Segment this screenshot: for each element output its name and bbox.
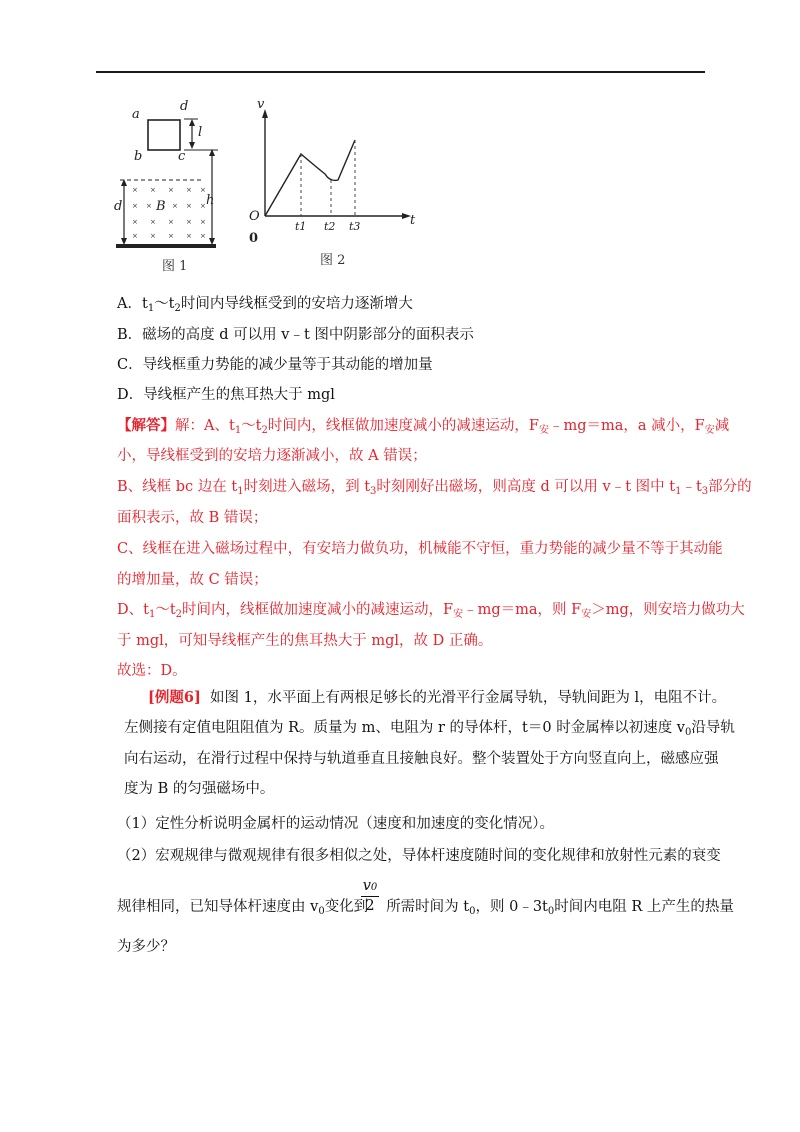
svg-text:×: × [200,218,206,226]
svg-text:×: × [150,186,156,194]
question-2-end: 为多少？ [117,939,175,955]
option-b: B．磁场的高度 d 可以用 v﹣t 图中阴影部分的面积表示 [117,327,474,343]
answer-choice: 故选：D。 [117,663,187,679]
svg-text:×: × [168,232,174,240]
answer-line-7: D、$t_1\sim t_2$时间内，线框做加速度减小的减速运动，$F_安﹣mg=ma$，则 $F_安>mg$，则安培力做功大 [117,602,745,620]
svg-text:×: × [132,232,138,240]
svg-text:×: × [186,186,192,194]
svg-text:×: × [168,186,174,194]
svg-text:×: × [200,232,206,240]
answer-line-4: 面积表示，故 B 错误； [117,510,268,526]
label-a: a [132,107,140,122]
svg-text:×: × [186,202,192,210]
answer-line-6: 的增加量，故 C 错误； [117,572,268,588]
svg-text:×: × [200,186,206,194]
origin-O: O [249,209,260,224]
question-2-cont: 规律相同，已知导体杆速度由 $v_0$变化到 所需时间为 $t_0$，则 $0﹣3t_0$时间内电阻 R 上产生的热量 [117,899,734,917]
svg-text:×: × [186,232,192,240]
tick-t3: t3 [349,220,361,233]
question-1: （1）定性分析说明金属杆的运动情况（速度和加速度的变化情况）。 [117,816,554,832]
answer-line-8: 于 mgl，可知导线框产生的焦耳热大于 mgl，故 D 正确。 [117,633,493,649]
example-line-1: [例题6] 如图 1，水平面上有两根足够长的光滑平行金属导轨，导轨间距为 l，电阻不计。 [148,689,727,706]
field-crosses [132,186,206,240]
svg-text:×: × [132,202,138,210]
axis-v: v [257,97,265,112]
label-h: h [206,193,215,208]
tick-t1: t1 [295,220,307,233]
square-frame [148,120,180,150]
svg-text:×: × [186,218,192,226]
svg-text:×: × [132,218,138,226]
answer-line-1: 【解答】解：A、$t_1\sim t_2$时间内，线框做加速度减小的减速运动，$F_安﹣mg=ma$，a 减小，$F_安$减 [117,417,730,436]
label-c: c [178,149,186,164]
example-line-3: 向右运动，在滑行过程中保持与轨道垂直且接触良好。整个装置处于方向竖直向上，磁感应强 [124,751,719,767]
svg-text:×: × [146,202,152,210]
axis-t: t [410,213,416,228]
svg-text:×: × [200,202,206,210]
svg-text:×: × [168,218,174,226]
physics-figures [112,96,432,278]
label-d2: d [114,199,123,214]
option-a: A．$t_1\sim t_2$时间内导线框受到的安培力逐渐增大 [117,296,413,314]
ground [116,244,216,248]
fig2-caption: 图 2 [320,253,346,268]
label-d: d [180,99,189,114]
example-line-4: 度为 B 的匀强磁场中。 [124,781,275,797]
option-d: D．导线框产生的焦耳热大于 mgl [117,387,335,403]
fig1-caption: 图 1 [162,259,188,274]
question-2: （2）宏观规律与微观规律有很多相似之处，导体杆速度随时间的变化规律和放射性元素的衰变 [117,848,721,864]
label-B: B [156,199,166,214]
origin-zero: 0 [249,231,259,246]
fraction: $\frac{v0}{2}$ [362,878,378,914]
label-b: b [134,149,143,164]
svg-text:×: × [150,232,156,240]
velocity-curve [265,140,355,216]
svg-text:×: × [172,202,178,210]
answer-line-2: 小，导线框受到的安培力逐渐减小，故 A 错误； [117,448,427,464]
answer-line-5: C、线框在进入磁场过程中，有安培力做负功，机械能不守恒，重力势能的减少量不等于其动能 [117,541,723,557]
svg-text:×: × [150,218,156,226]
tick-t2: t2 [324,220,336,233]
label-l: l [198,125,203,140]
header-rule [96,71,705,73]
answer-line-3: B、线框 bc 边在 $t_1$时刻进入磁场，到 $t_3$时刻刚好出磁场，则高度 d 可以用 v﹣t 图中 $t_1﹣t_3$部分的 [117,479,752,497]
example-line-2: 左侧接有定值电阻阻值为 R。质量为 m、电阻为 r 的导体杆，t＝0 时金属棒以初速度 $v_0$沿导轨 [124,720,735,738]
option-c: C．导线框重力势能的减少量等于其动能的增加量 [117,357,433,373]
svg-text:×: × [132,186,138,194]
example-tag: [例题6] [148,689,201,706]
